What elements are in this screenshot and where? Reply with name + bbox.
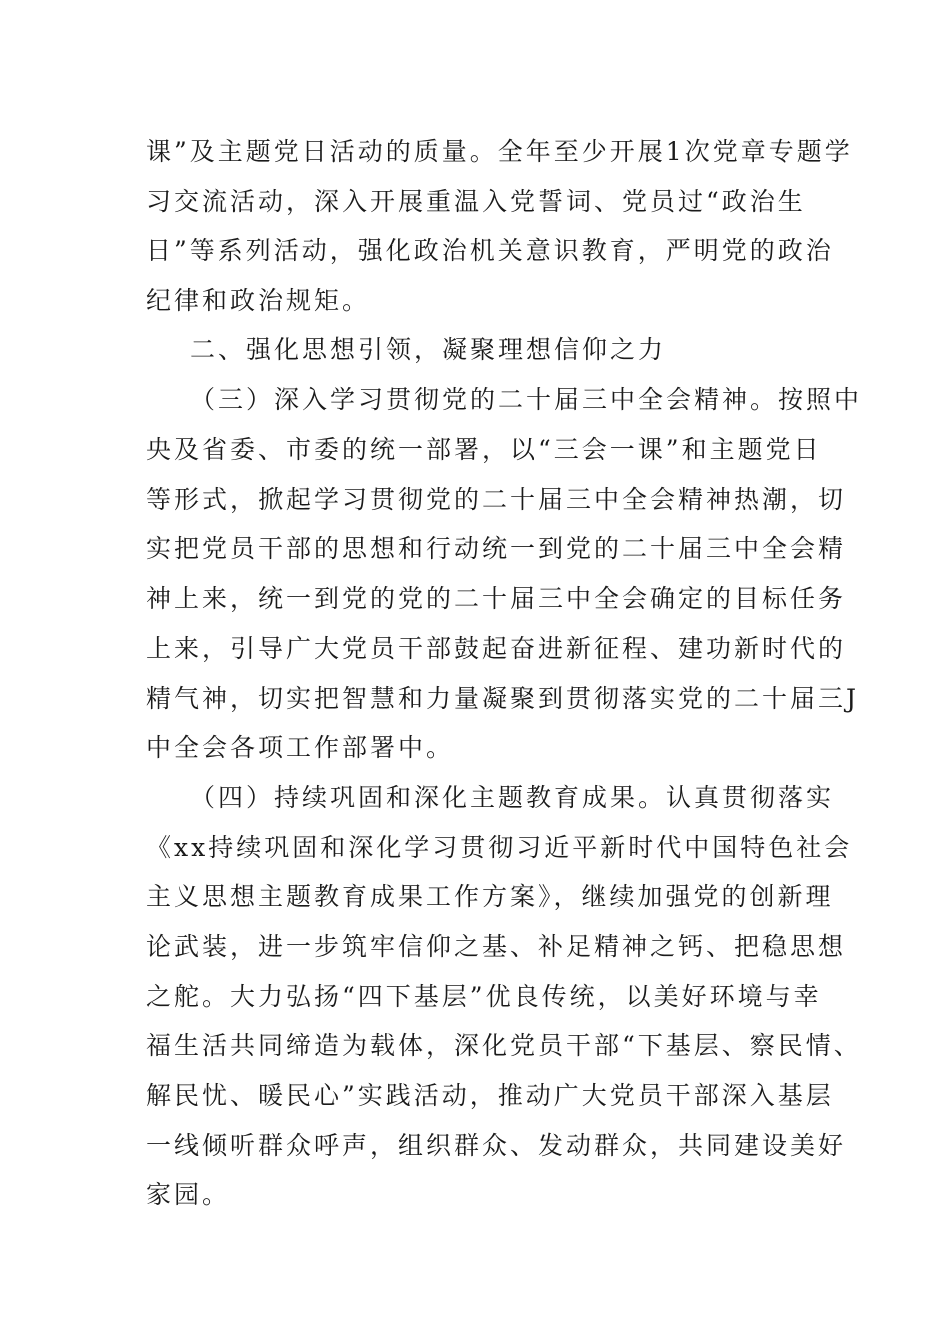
text-line: 精气神，切实把智慧和力量凝聚到贯彻落实党的二十届三J: [146, 684, 860, 713]
text-line: 福生活共同缔造为载体，深化党员干部“下基层、察民情、: [146, 1031, 862, 1060]
text-line: 日”等系列活动，强化政治机关意识教育，严明党的政治: [146, 236, 834, 265]
text-line: 央及省委、市委的统一部署，以“三会一课”和主题党日: [146, 435, 822, 464]
text-line: 等形式，掀起学习贯彻党的二十届三中全会精神热潮，切: [146, 485, 847, 514]
text-line: 之舵。大力弘扬“四下基层”优良传统，以美好环境与幸: [146, 982, 822, 1011]
text-line: 实把党员干部的思想和行动统一到党的二十届三中全会精: [146, 534, 847, 563]
text-line: 上来，引导广大党员干部鼓起奋进新征程、建功新时代的: [146, 634, 847, 663]
text-line: 习交流活动，深入开展重温入党誓词、党员过“政治生: [146, 187, 806, 216]
text-line: （四）持续巩固和深化主题教育成果。认真贯彻落实: [190, 783, 835, 812]
text-line: 神上来，统一到党的党的二十届三中全会确定的目标任务: [146, 584, 847, 613]
text-line: 论武装，进一步筑牢信仰之基、补足精神之钙、把稳思想: [146, 932, 847, 961]
text-line: 课”及主题党日活动的质量。全年至少开展1次党章专题学: [146, 137, 853, 166]
text-line: 解民忧、暖民心”实践活动，推动广大党员干部深入基层: [146, 1081, 834, 1110]
text-line: 家园。: [146, 1180, 231, 1209]
text-line: 中全会各项工作部署中。: [146, 733, 455, 762]
text-line: 《xx持续巩固和深化学习贯彻习近平新时代中国特色社会: [146, 833, 853, 862]
text-line: 主义思想主题教育成果工作方案》，继续加强党的创新理: [146, 882, 834, 911]
text-line: （三）深入学习贯彻党的二十届三中全会精神。按照中: [190, 385, 863, 414]
text-line: 一线倾听群众呼声，组织群众、发动群众，共同建设美好: [146, 1131, 847, 1160]
section-heading: 二、强化思想引领，凝聚理想信仰之力: [190, 335, 667, 364]
text-line: 纪律和政治规矩。: [146, 286, 371, 315]
